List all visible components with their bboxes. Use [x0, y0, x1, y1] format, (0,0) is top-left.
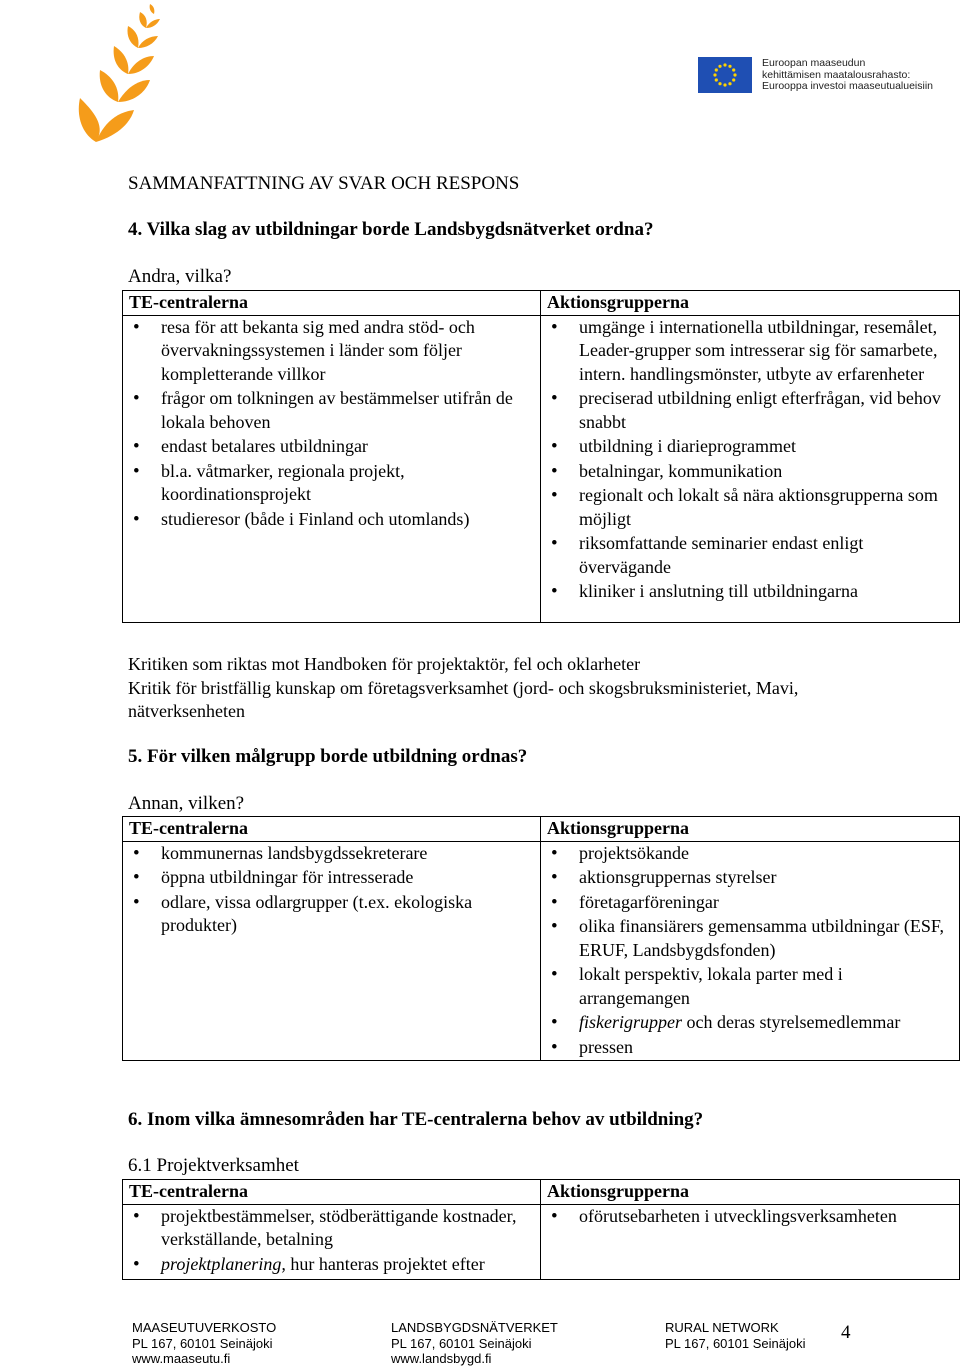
list-item — [129, 1253, 536, 1277]
item-text: hur hanteras projektet efter — [285, 1253, 485, 1274]
footer-address: PL 167, 60101 Seinäjoki — [391, 1335, 532, 1351]
footer-link-sv[interactable]: www.landsbygd.fi — [391, 1351, 492, 1366]
eu-line-2: kehittämisen maatalousrahasto: — [762, 68, 911, 81]
leaf-logo — [74, 2, 174, 144]
q6-col2-cell — [541, 1204, 960, 1279]
q5-col2-cell — [541, 841, 960, 1061]
footer-col-2 — [391, 1320, 558, 1367]
list-item: • kliniker i anslutning till utbildningarna — [547, 580, 955, 604]
italic-term: fiskerigrupper — [579, 1012, 682, 1032]
footer-org-sv: LANDSBYGDSNÄTVERKET — [391, 1320, 558, 1335]
footer-org-fi: MAASEUTUVERKOSTO — [132, 1320, 277, 1335]
italic-term: projektplanering, — [161, 1253, 286, 1274]
list-item: • projektsökande — [547, 842, 955, 866]
list-item: • aktionsgruppernas styrelser — [547, 866, 955, 890]
q4-table — [122, 290, 960, 623]
q6-sub-text: 6.1 Projektverksamhet — [128, 1155, 299, 1176]
footer-link-fi[interactable]: www.maaseutu.fi — [132, 1351, 231, 1366]
eu-line-1: Euroopan maaseudun — [762, 57, 866, 69]
q4-col1-header: TE-centralerna — [123, 291, 541, 316]
q6-sub — [128, 1155, 299, 1177]
list-item: • preciserad utbildning enligt efterfrågan, vid behov snabbt — [547, 387, 955, 434]
list-item: • lokalt perspektiv, lokala parter med i arrangemangen — [547, 963, 955, 1010]
footer-col-3 — [665, 1320, 805, 1351]
list-item: • bl.a. våtmarker, regionala projekt, koordinationsprojekt — [129, 460, 536, 507]
q5-table — [122, 816, 960, 1061]
q4-col2-cell — [541, 315, 960, 622]
q4-notes — [128, 653, 848, 724]
page-number: 4 — [841, 1322, 851, 1343]
footer-col-1 — [132, 1320, 276, 1367]
eu-flag-icon — [698, 57, 752, 93]
q4-sub: Andra, vilka? — [128, 266, 232, 287]
q5-col1-header: TE-centralerna — [123, 817, 541, 842]
q6-table — [122, 1179, 960, 1280]
question-6: 6. Inom vilka ämnesområden har TE-centralerna behov av utbildning? — [128, 1109, 704, 1130]
q4-col1-cell — [123, 315, 541, 622]
list-item: • resa för att bekanta sig med andra stöd- och övervakningssystemen i länder som följer kompletterande villkor — [129, 316, 536, 387]
list-item: • endast betalares utbildningar — [129, 435, 536, 459]
page-title: SAMMANFATTNING AV SVAR OCH RESPONS — [128, 173, 520, 194]
list-item: • kommunernas landsbygdssekreterare — [129, 842, 536, 866]
list-item: • företagarföreningar — [547, 891, 955, 915]
q6-col2-header: Aktionsgrupperna — [541, 1180, 960, 1205]
list-item: • oförutsebarheten i utvecklingsverksamheten — [547, 1205, 955, 1229]
eu-line-3: Eurooppa investoi maaseutualueisiin — [762, 80, 934, 92]
footer-address: PL 167, 60101 Seinäjoki — [132, 1335, 273, 1351]
list-item: • betalningar, kommunikation — [547, 460, 955, 484]
footer-address: PL 167, 60101 Seinäjoki — [665, 1335, 806, 1351]
list-item: • olika finansiärers gemensamma utbildningar (ESF, ERUF, Landsbygdsfonden) — [547, 915, 955, 962]
q4-col2-header: Aktionsgrupperna — [541, 291, 960, 316]
question-5: 5. För vilken målgrupp borde utbildning ordnas? — [128, 746, 528, 767]
eu-fund-text — [762, 58, 933, 93]
list-item: • regionalt och lokalt så nära aktionsgrupperna som möjligt — [547, 484, 955, 531]
list-item: • utbildning i diarieprogrammet — [547, 435, 955, 459]
question-4: 4. Vilka slag av utbildningar borde Landsbygdsnätverket ordna? — [128, 219, 654, 240]
list-item: • studieresor (både i Finland och utomlands) — [129, 508, 536, 532]
q6-col1-header: TE-centralerna — [123, 1180, 541, 1205]
list-item: • projektbestämmelser, stödberättigande kostnader, verkställande, betalning — [129, 1205, 536, 1252]
q5-col1-cell — [123, 841, 541, 1061]
q5-col2-header: Aktionsgrupperna — [541, 817, 960, 842]
footer-org-en: RURAL NETWORK — [665, 1320, 779, 1335]
note-1: Kritiken som riktas mot Handboken för projektaktör, fel och oklarheter — [128, 654, 641, 674]
list-item: • pressen — [547, 1036, 955, 1060]
list-item: • öppna utbildningar för intresserade — [129, 866, 536, 890]
note-2: Kritik för bristfällig kunskap om företagsverksamhet (jord- och skogsbruksministeriet, Mavi, nätverksenheten — [128, 677, 799, 721]
q5-sub: Annan, vilken? — [128, 793, 245, 814]
list-item: • riksomfattande seminarier endast enligt övervägande — [547, 532, 955, 579]
list-item: • umgänge i internationella utbildningar, resemålet, Leader-grupper som intresserar sig för samarbete, intern. handlingsmönster, utbyte av erfarenheter — [547, 316, 955, 387]
q6-col1-cell — [123, 1204, 541, 1279]
item-text: och deras styrelsemedlemmar — [682, 1012, 901, 1032]
list-item: • frågor om tolkningen av bestämmelser utifrån de lokala behoven — [129, 387, 536, 434]
list-item — [547, 1011, 955, 1035]
list-item: • odlare, vissa odlargrupper (t.ex. ekologiska produkter) — [129, 891, 536, 938]
